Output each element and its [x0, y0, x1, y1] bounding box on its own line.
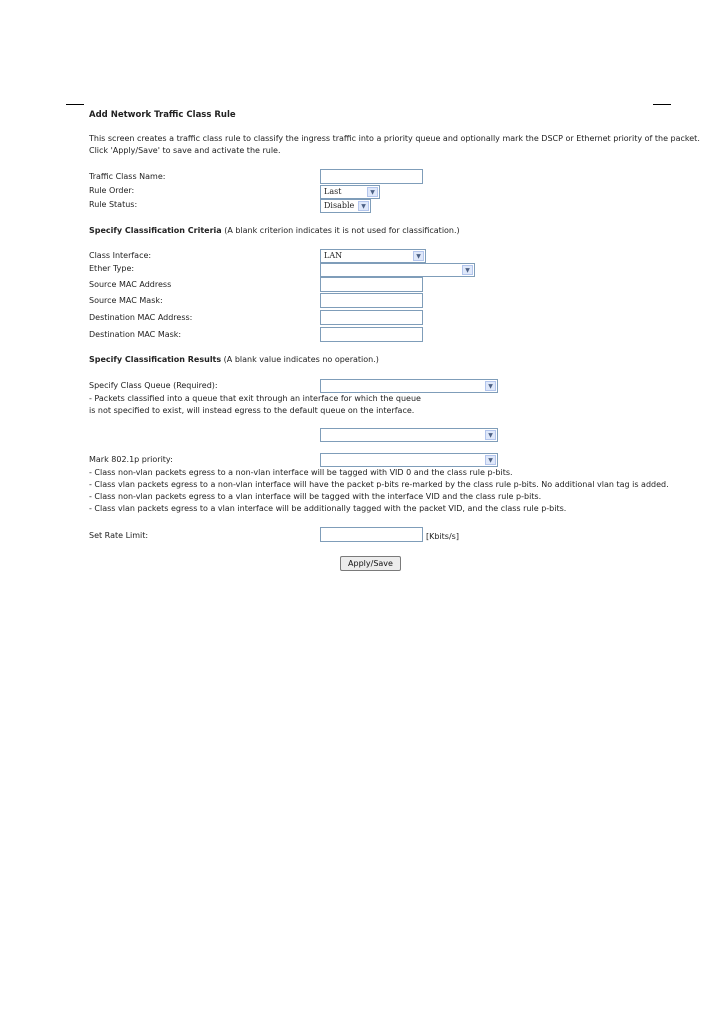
- chevron-down-icon[interactable]: ▼: [413, 251, 424, 261]
- chevron-down-icon[interactable]: ▼: [462, 265, 473, 275]
- page-title: Add Network Traffic Class Rule: [89, 110, 236, 120]
- class-interface-label: Class Interface:: [89, 251, 152, 260]
- header-rule-left: [66, 104, 84, 105]
- mark-note-line2: - Class vlan packets egress to a non-vlan interface will have the packet p-bits re-marked by the class rule p-bits. No additional vlan tag is added.: [89, 480, 669, 489]
- mark-note-line4: - Class vlan packets egress to a vlan interface will be additionally tagged with the packet VID, and the class rule p-bits.: [89, 504, 567, 513]
- mark-note-line3: - Class non-vlan packets egress to a vlan interface will be tagged with the interface VID and the class rule p-bits.: [89, 492, 542, 501]
- traffic-class-name-label: Traffic Class Name:: [89, 172, 166, 181]
- queue-note-line2: is not specified to exist, will instead egress to the default queue on the interface.: [89, 406, 415, 415]
- class-interface-select[interactable]: [320, 249, 426, 263]
- criteria-heading-title: Specify Classification Criteria: [89, 226, 222, 235]
- rule-order-select[interactable]: [320, 185, 380, 199]
- source-mac-input[interactable]: [320, 277, 423, 292]
- rule-status-label: Rule Status:: [89, 200, 138, 209]
- traffic-class-name-input[interactable]: [320, 169, 423, 184]
- destination-mac-label: Destination MAC Address:: [89, 313, 193, 322]
- class-queue-label: Specify Class Queue (Required):: [89, 381, 218, 390]
- rule-order-label: Rule Order:: [89, 186, 135, 195]
- chevron-down-icon[interactable]: ▼: [367, 187, 378, 197]
- rule-order-value: Last: [324, 187, 342, 196]
- destination-mac-mask-label: Destination MAC Mask:: [89, 330, 182, 339]
- header-rule-right: [653, 104, 671, 105]
- rate-limit-label: Set Rate Limit:: [89, 531, 149, 540]
- mark-priority-label: Mark 802.1p priority:: [89, 455, 173, 464]
- results-heading: [89, 355, 379, 364]
- chevron-down-icon[interactable]: ▼: [485, 381, 496, 391]
- chevron-down-icon[interactable]: ▼: [485, 430, 496, 440]
- source-mac-label: Source MAC Address: [89, 280, 172, 289]
- intro-text-line1: This screen creates a traffic class rule to classify the ingress traffic into a priority queue and optionally mark the DSCP or Ethernet priority of the packet.: [89, 134, 700, 143]
- source-mac-mask-label: Source MAC Mask:: [89, 296, 163, 305]
- rule-status-value: Disable: [324, 201, 355, 210]
- apply-save-button[interactable]: Apply/Save: [340, 556, 401, 571]
- rate-limit-unit: [Kbits/s]: [426, 532, 459, 541]
- rule-status-select[interactable]: [320, 199, 371, 213]
- intro-text-line2: Click 'Apply/Save' to save and activate the rule.: [89, 146, 281, 155]
- ether-type-label: Ether Type:: [89, 264, 135, 273]
- source-mac-mask-input[interactable]: [320, 293, 423, 308]
- extra-result-select[interactable]: [320, 428, 498, 442]
- ether-type-select[interactable]: [320, 263, 475, 277]
- criteria-heading: [89, 226, 460, 235]
- destination-mac-input[interactable]: [320, 310, 423, 325]
- mark-note-line1: - Class non-vlan packets egress to a non-vlan interface will be tagged with VID 0 and the class rule p-bits.: [89, 468, 513, 477]
- chevron-down-icon[interactable]: ▼: [358, 201, 369, 211]
- results-heading-title: Specify Classification Results: [89, 355, 222, 364]
- results-heading-note: (A blank value indicates no operation.): [221, 355, 379, 364]
- destination-mac-mask-input[interactable]: [320, 327, 423, 342]
- class-interface-value: LAN: [324, 251, 343, 260]
- class-queue-select[interactable]: [320, 379, 498, 393]
- criteria-heading-note: (A blank criterion indicates it is not used for classification.): [221, 226, 460, 235]
- mark-priority-select[interactable]: [320, 453, 498, 467]
- rate-limit-input[interactable]: [320, 527, 423, 542]
- queue-note-line1: - Packets classified into a queue that exit through an interface for which the queue: [89, 394, 421, 403]
- chevron-down-icon[interactable]: ▼: [485, 455, 496, 465]
